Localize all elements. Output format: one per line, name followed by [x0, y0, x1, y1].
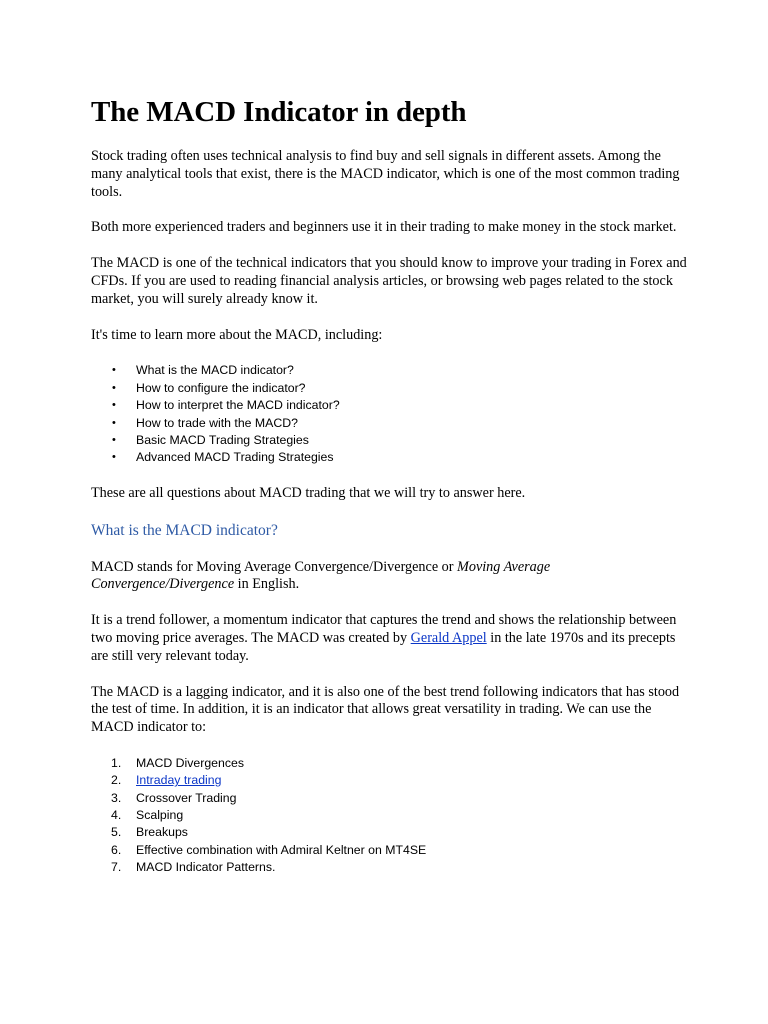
closing-paragraph: These are all questions about MACD trading that we will try to answer here. — [91, 484, 526, 501]
list-item-text: How to configure the indicator? — [136, 380, 306, 395]
intraday-trading-link[interactable]: Intraday trading — [136, 773, 222, 788]
bullet-icon: • — [112, 416, 116, 429]
section-heading: What is the MACD indicator? — [91, 521, 278, 539]
list-item-text: How to interpret the MACD indicator? — [136, 398, 340, 413]
list-item — [91, 415, 691, 432]
list-item-text: What is the MACD indicator? — [136, 363, 294, 378]
uses-paragraph: The MACD is a lagging indicator, and it is also one of the best trend following indicators that has stood the test of time. In addition, it is an indicator that allows great versatility in trading. We can use the MACD indicator to: — [91, 683, 680, 736]
definition-paragraph: MACD stands for Moving Average Convergence/Divergence or Moving Average Convergence/Divergence in English. — [91, 558, 551, 593]
bullet-icon: • — [112, 433, 116, 446]
list-item — [91, 824, 691, 841]
intro-paragraph-1: Stock trading often uses technical analysis to find buy and sell signals in different assets. Among the many analytical tools that exist, there is the MACD indicator, which is one of the most common trading tools. — [91, 148, 680, 200]
list-item-text: How to trade with the MACD? — [136, 415, 298, 430]
list-item — [91, 842, 691, 859]
list-item — [91, 790, 691, 807]
intro-paragraph-2: Both more experienced traders and beginners use it in their trading to make money in the stock market. — [91, 219, 677, 236]
list-item-text: Crossover Trading — [136, 790, 237, 805]
list-number: 1. — [111, 755, 122, 770]
history-paragraph: It is a trend follower, a momentum indicator that captures the trend and shows the relationship between two moving price averages. The MACD was created by Gerald Appel in the late 1970s and its precepts are still very relevant today. — [91, 612, 677, 664]
intro-paragraph-4: It's time to learn more about the MACD, including: — [91, 326, 383, 343]
list-item — [91, 432, 691, 449]
list-item-text: Effective combination with Admiral Keltner on MT4SE — [136, 842, 427, 857]
bullet-icon: • — [112, 381, 116, 394]
list-number: 5. — [111, 825, 122, 840]
list-number: 2. — [111, 773, 122, 788]
list-item — [91, 362, 691, 379]
bullet-icon: • — [112, 451, 116, 464]
topics-list — [91, 362, 691, 466]
document-page — [91, 92, 691, 895]
list-item — [91, 755, 691, 772]
bullet-icon: • — [112, 364, 116, 377]
list-item — [91, 772, 691, 789]
list-item — [91, 449, 691, 466]
list-item-text: Scalping — [136, 808, 184, 823]
bullet-icon: • — [112, 399, 116, 412]
list-number: 7. — [111, 860, 122, 875]
list-item — [91, 807, 691, 824]
list-item-text: MACD Indicator Patterns. — [136, 860, 276, 875]
intro-paragraph-3: The MACD is one of the technical indicators that you should know to improve your trading in Forex and CFDs. If you are used to reading financial analysis articles, or browsing web pages related to the stock market, you will surely already know it. — [91, 255, 687, 307]
list-item-text: MACD Divergences — [136, 755, 244, 770]
list-number: 4. — [111, 808, 122, 823]
list-item-text: Basic MACD Trading Strategies — [136, 432, 309, 447]
list-item — [91, 859, 691, 876]
list-item — [91, 397, 691, 414]
page-title: The MACD Indicator in depth — [91, 96, 467, 128]
italic-term: Moving Average Convergence/Divergence — [91, 558, 551, 593]
list-number: 6. — [111, 842, 122, 857]
list-item — [91, 380, 691, 397]
list-number: 3. — [111, 790, 122, 805]
list-item-text: Advanced MACD Trading Strategies — [136, 450, 334, 465]
gerald-appel-link[interactable]: Gerald Appel — [410, 629, 487, 646]
uses-list — [91, 755, 691, 877]
list-item-text: Breakups — [136, 825, 188, 840]
